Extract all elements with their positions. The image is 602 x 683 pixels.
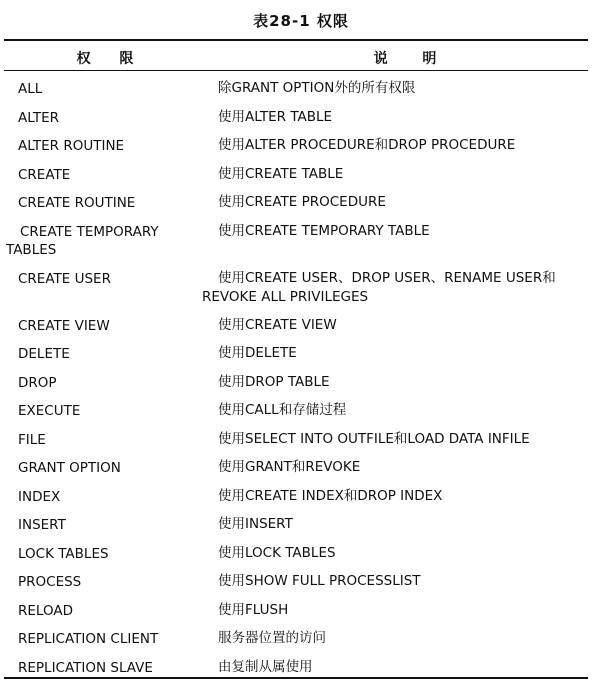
description-cell: 使用ALTER PROCEDURE和DROP PROCEDURE (218, 137, 516, 153)
privilege-cell: ALTER ROUTINE (18, 138, 125, 154)
privilege-cell: INSERT (18, 517, 66, 533)
privilege-cell: ALTER (18, 109, 60, 126)
privilege-cell: CREATE VIEW (18, 317, 110, 334)
table-row (0, 569, 602, 598)
table-row (0, 626, 602, 655)
table-row (0, 341, 602, 370)
description-cell: 使用CALL和存储过程 (218, 402, 347, 418)
privilege-cell: CREATE (18, 166, 71, 183)
table-row (0, 133, 602, 162)
table-row (0, 427, 602, 456)
description-cell: 使用SHOW FULL PROCESSLIST (218, 573, 421, 589)
description-cell: 使用CREATE INDEX和DROP INDEX (218, 487, 443, 504)
table-row (0, 484, 602, 513)
column-header-description: 说 明 (373, 51, 437, 67)
table-row (0, 313, 602, 342)
table-body (0, 76, 602, 683)
privilege-cell: DROP (18, 374, 57, 391)
table-row (0, 370, 602, 399)
privilege-cell: EXECUTE (18, 403, 81, 419)
privilege-cell: ALL (18, 81, 43, 97)
table-row (0, 541, 602, 570)
table-row (0, 190, 602, 219)
description-cell: 使用FLUSH (218, 601, 289, 618)
table-row (0, 455, 602, 484)
table-caption: 表28-1 权限 (253, 12, 349, 30)
description-cell: 使用INSERT (218, 516, 293, 532)
privilege-cell: LOCK TABLES (18, 545, 109, 562)
table-row (0, 512, 602, 541)
description-cell: 使用CREATE TEMPORARY TABLE (218, 222, 430, 239)
privilege-cell: CREATE USER (18, 270, 111, 287)
description-cell: 使用ALTER TABLE (218, 108, 333, 125)
table-row (0, 266, 602, 313)
description-cell: 由复制从属使用 (218, 658, 313, 675)
privilege-cell: FILE (18, 431, 46, 448)
table-bottom-rule (4, 677, 588, 679)
description-cell: 使用CREATE VIEW (218, 316, 337, 333)
description-cell: 使用DELETE (218, 345, 297, 361)
privilege-cell: DELETE (18, 346, 70, 362)
privilege-cell: REPLICATION CLIENT (18, 631, 159, 647)
table-row (0, 162, 602, 191)
description-cell: 服务器位置的访问 (218, 630, 326, 646)
privilege-cell: INDEX (18, 488, 61, 505)
description-cell: 使用CREATE USER、DROP USER、RENAME USER和REVOKE ALL PRIVILEGES (202, 269, 556, 305)
privilege-cell: CREATE TEMPORARY TABLES (6, 223, 159, 258)
description-cell: 使用CREATE TABLE (218, 165, 344, 182)
table-row (0, 598, 602, 627)
table-row (0, 219, 602, 266)
table-top-rule (4, 39, 588, 41)
table-row (0, 398, 602, 427)
description-cell: 使用CREATE PROCEDURE (218, 194, 386, 210)
description-cell: 使用DROP TABLE (218, 373, 330, 390)
description-cell: 使用SELECT INTO OUTFILE和LOAD DATA INFILE (218, 430, 530, 447)
column-header-privilege: 权 限 (76, 51, 134, 67)
privilege-cell: RELOAD (18, 602, 73, 619)
description-cell: 除GRANT OPTION外的所有权限 (218, 80, 416, 96)
privilege-cell: CREATE ROUTINE (18, 195, 136, 211)
description-cell: 使用GRANT和REVOKE (218, 459, 361, 475)
table-row (0, 105, 602, 134)
privilege-cell: GRANT OPTION (18, 460, 121, 476)
privilege-cell: PROCESS (18, 574, 82, 590)
table-row (0, 76, 602, 105)
table-header-rule (4, 70, 588, 71)
privilege-cell: REPLICATION SLAVE (18, 659, 153, 676)
description-cell: 使用LOCK TABLES (218, 544, 336, 561)
